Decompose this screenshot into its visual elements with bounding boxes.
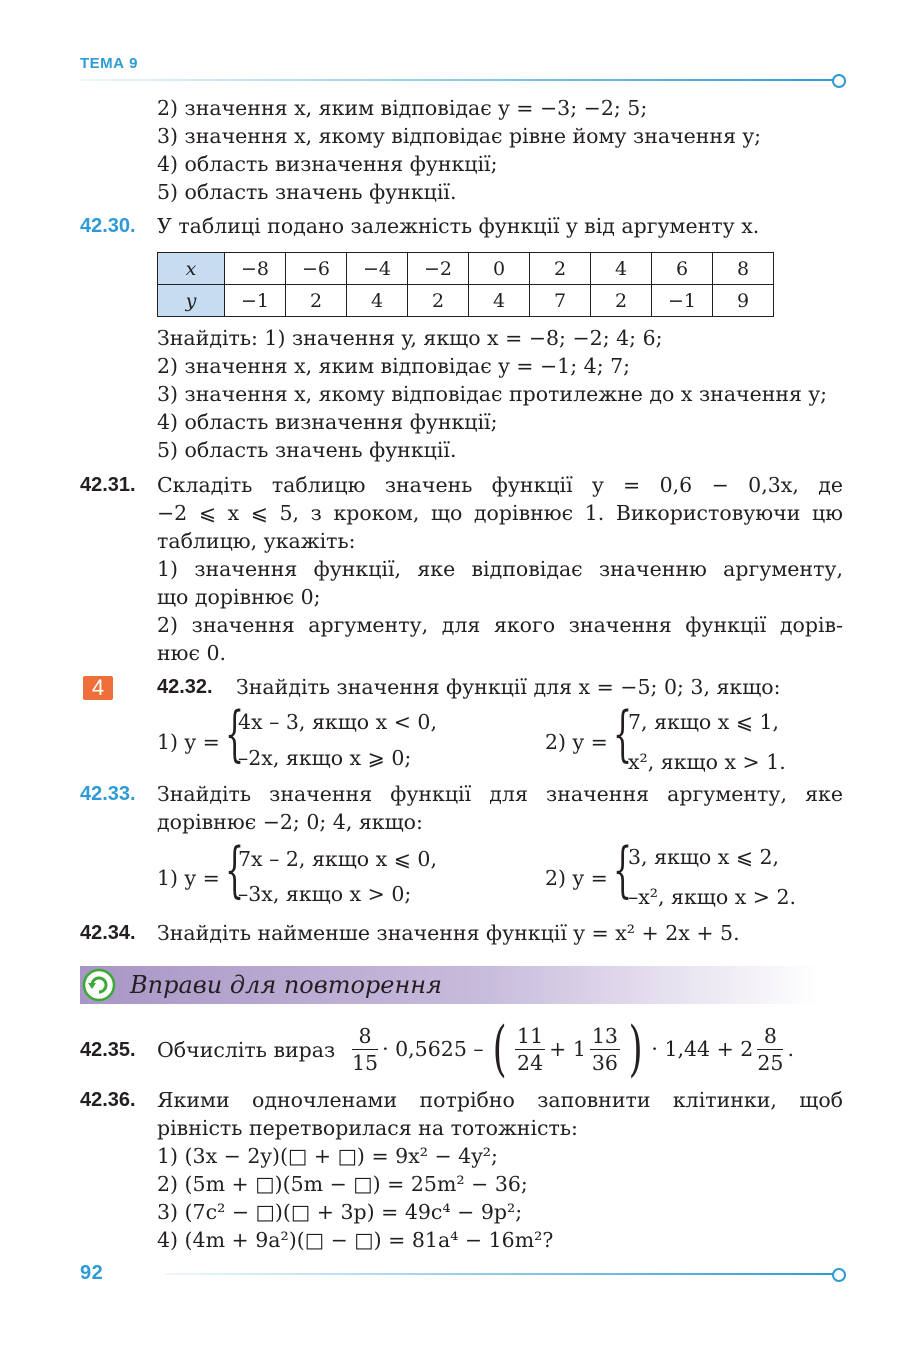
numerator: 11 bbox=[517, 1023, 544, 1048]
part-2-case-1: 7, якщо x ⩽ 1, bbox=[628, 710, 780, 734]
footer-ring-icon bbox=[832, 1268, 846, 1282]
table-cell: −2 bbox=[408, 253, 469, 285]
exercise-42-30-line-5: 5) область значень функції. bbox=[157, 438, 457, 462]
prev-line-2: 2) значення x, яким відповідає y = −3; −2; 5; bbox=[157, 96, 648, 120]
table-cell: −6 bbox=[286, 253, 347, 285]
repeat-cycle-icon bbox=[82, 968, 116, 1002]
exercise-42-34-text: Знайдіть найменше значення функції y = x² + 2x + 5. bbox=[157, 921, 740, 945]
header-rule bbox=[80, 79, 836, 81]
exercise-42-30-line-2: 2) значення x, яким відповідає y = −1; 4; 7; bbox=[157, 354, 631, 378]
exercise-42-33-line-2: дорівнює −2; 0; 4, якщо: bbox=[157, 810, 423, 834]
exercise-42-36-item-3: 3) (7c² − □)(□ + 3p) = 49c⁴ − 9p²; bbox=[157, 1200, 523, 1224]
denominator: 25 bbox=[757, 1050, 784, 1075]
table-cell: 2 bbox=[286, 285, 347, 317]
exercise-42-30-line-3: 3) значення x, якому відповідає протилежне до x значення y; bbox=[157, 382, 827, 406]
exercise-42-36-line-2: рівність перетворилася на тотожність: bbox=[157, 1116, 578, 1140]
exercise-42-31-line-1: Складіть таблицю значень функції y = 0,6 − 0,3x, де bbox=[157, 473, 843, 497]
right-paren-icon: ) bbox=[628, 1014, 643, 1084]
left-brace-icon: { bbox=[613, 835, 633, 905]
table-cell: −1 bbox=[225, 285, 286, 317]
footer-rule bbox=[165, 1273, 836, 1275]
expression-part: + 1 bbox=[549, 1037, 586, 1061]
exercise-number-42-31: 42.31. bbox=[80, 474, 136, 496]
table-cell: −8 bbox=[225, 253, 286, 285]
exercise-42-36-item-1: 1) (3x − 2y)(□ + □) = 9x² − 4y²; bbox=[157, 1144, 498, 1168]
exercise-42-31-line-5: що дорівнює 0; bbox=[157, 585, 321, 609]
table-cell: 9 bbox=[713, 285, 774, 317]
denominator: 15 bbox=[352, 1050, 379, 1075]
table-cell: 4 bbox=[347, 285, 408, 317]
denominator: 24 bbox=[517, 1050, 544, 1075]
table-row-y bbox=[158, 285, 774, 317]
header-ring-icon bbox=[832, 74, 846, 88]
fraction bbox=[590, 1023, 620, 1076]
fraction bbox=[757, 1023, 783, 1076]
table-cell: 2 bbox=[591, 285, 652, 317]
prev-line-5: 5) область значень функції. bbox=[157, 180, 457, 204]
table-cell: 0 bbox=[469, 253, 530, 285]
part-1-case-2: –3x, якщо x > 0; bbox=[238, 882, 412, 906]
table-cell: 2 bbox=[408, 285, 469, 317]
part-2-label: 2) y = bbox=[545, 866, 608, 890]
exercise-42-31-line-2: −2 ⩽ x ⩽ 5, з кроком, що дорівнює 1. Використовуючи цю bbox=[157, 501, 843, 525]
table-cell: 2 bbox=[530, 253, 591, 285]
left-brace-icon: { bbox=[225, 835, 245, 905]
page-number: 92 bbox=[80, 1262, 104, 1284]
left-brace-icon: { bbox=[225, 699, 245, 769]
fraction bbox=[352, 1023, 378, 1076]
exercise-42-30-text: У таблиці подано залежність функції y від аргументу x. bbox=[157, 214, 760, 238]
values-table bbox=[157, 252, 774, 317]
exercise-42-30-line-4: 4) область визначення функції; bbox=[157, 410, 498, 434]
table-cell: 4 bbox=[469, 285, 530, 317]
part-1-case-1: 4x – 3, якщо x < 0, bbox=[238, 710, 437, 734]
expression-part: · 0,5625 – bbox=[382, 1037, 484, 1061]
part-2-label: 2) y = bbox=[545, 730, 608, 754]
table-cell: −4 bbox=[347, 253, 408, 285]
denominator: 36 bbox=[591, 1050, 618, 1075]
exercise-42-31-line-6: 2) значення аргументу, для якого значення функції дорів- bbox=[157, 613, 843, 637]
fraction bbox=[515, 1023, 545, 1076]
exercise-number-42-36: 42.36. bbox=[80, 1089, 136, 1111]
part-2-case-1: 3, якщо x ⩽ 2, bbox=[628, 845, 780, 869]
expression-part: . bbox=[787, 1037, 794, 1061]
left-brace-icon: { bbox=[613, 699, 633, 769]
exercise-number-42-33: 42.33. bbox=[80, 783, 136, 805]
exercise-42-36-item-2: 2) (5m + □)(5m − □) = 25m² − 36; bbox=[157, 1172, 528, 1196]
exercise-number-42-30: 42.30. bbox=[80, 215, 136, 237]
exercise-42-36-line-1: Якими одночленами потрібно заповнити клітинки, щоб bbox=[157, 1088, 843, 1112]
part-2-case-2: –x², якщо x > 2. bbox=[628, 885, 797, 909]
table-cell: 6 bbox=[652, 253, 713, 285]
exercise-42-36-item-4: 4) (4m + 9a²)(□ − □) = 81a⁴ − 16m²? bbox=[157, 1228, 554, 1252]
exercise-42-33-line-1: Знайдіть значення функції для значення аргументу, яке bbox=[157, 782, 843, 806]
exercise-number-42-35: 42.35. bbox=[80, 1039, 136, 1061]
table-header-y: y bbox=[158, 285, 225, 317]
difficulty-badge: 4 bbox=[83, 676, 113, 700]
part-1-case-2: –2x, якщо x ⩾ 0; bbox=[238, 746, 412, 770]
section-title: Вправи для повторення bbox=[130, 971, 442, 999]
left-paren-icon: ( bbox=[492, 1014, 507, 1084]
numerator: 13 bbox=[591, 1023, 618, 1048]
table-cell: −1 bbox=[652, 285, 713, 317]
expression-part: · 1,44 + 2 bbox=[651, 1037, 754, 1061]
exercise-42-31-line-3: таблицю, укажіть: bbox=[157, 529, 356, 553]
exercise-42-31-line-7: нює 0. bbox=[157, 641, 227, 665]
exercise-42-30-line-1: Знайдіть: 1) значення y, якщо x = −8; −2; 4; 6; bbox=[157, 326, 663, 350]
prev-line-3: 3) значення x, якому відповідає рівне йому значення y; bbox=[157, 124, 762, 148]
exercise-42-32-text: Знайдіть значення функції для x = −5; 0; 3, якщо: bbox=[236, 675, 781, 699]
expression bbox=[352, 1014, 794, 1084]
prev-line-4: 4) область визначення функції; bbox=[157, 152, 498, 176]
table-cell: 7 bbox=[530, 285, 591, 317]
part-1-case-1: 7x – 2, якщо x ⩽ 0, bbox=[238, 847, 437, 871]
exercise-number-42-32: 42.32. bbox=[157, 676, 213, 698]
part-1-label: 1) y = bbox=[157, 730, 220, 754]
numerator: 8 bbox=[757, 1023, 783, 1050]
part-1-label: 1) y = bbox=[157, 866, 220, 890]
exercise-42-35-text: Обчисліть вираз bbox=[157, 1038, 336, 1062]
exercise-number-42-34: 42.34. bbox=[80, 922, 136, 944]
table-row-x bbox=[158, 253, 774, 285]
exercise-42-31-line-4: 1) значення функції, яке відповідає значенню аргументу, bbox=[157, 557, 843, 581]
table-cell: 8 bbox=[713, 253, 774, 285]
table-header-x: x bbox=[158, 253, 225, 285]
numerator: 8 bbox=[352, 1023, 378, 1050]
table-cell: 4 bbox=[591, 253, 652, 285]
part-2-case-2: x², якщо x > 1. bbox=[628, 750, 786, 774]
topic-label: ТЕМА 9 bbox=[80, 55, 139, 72]
